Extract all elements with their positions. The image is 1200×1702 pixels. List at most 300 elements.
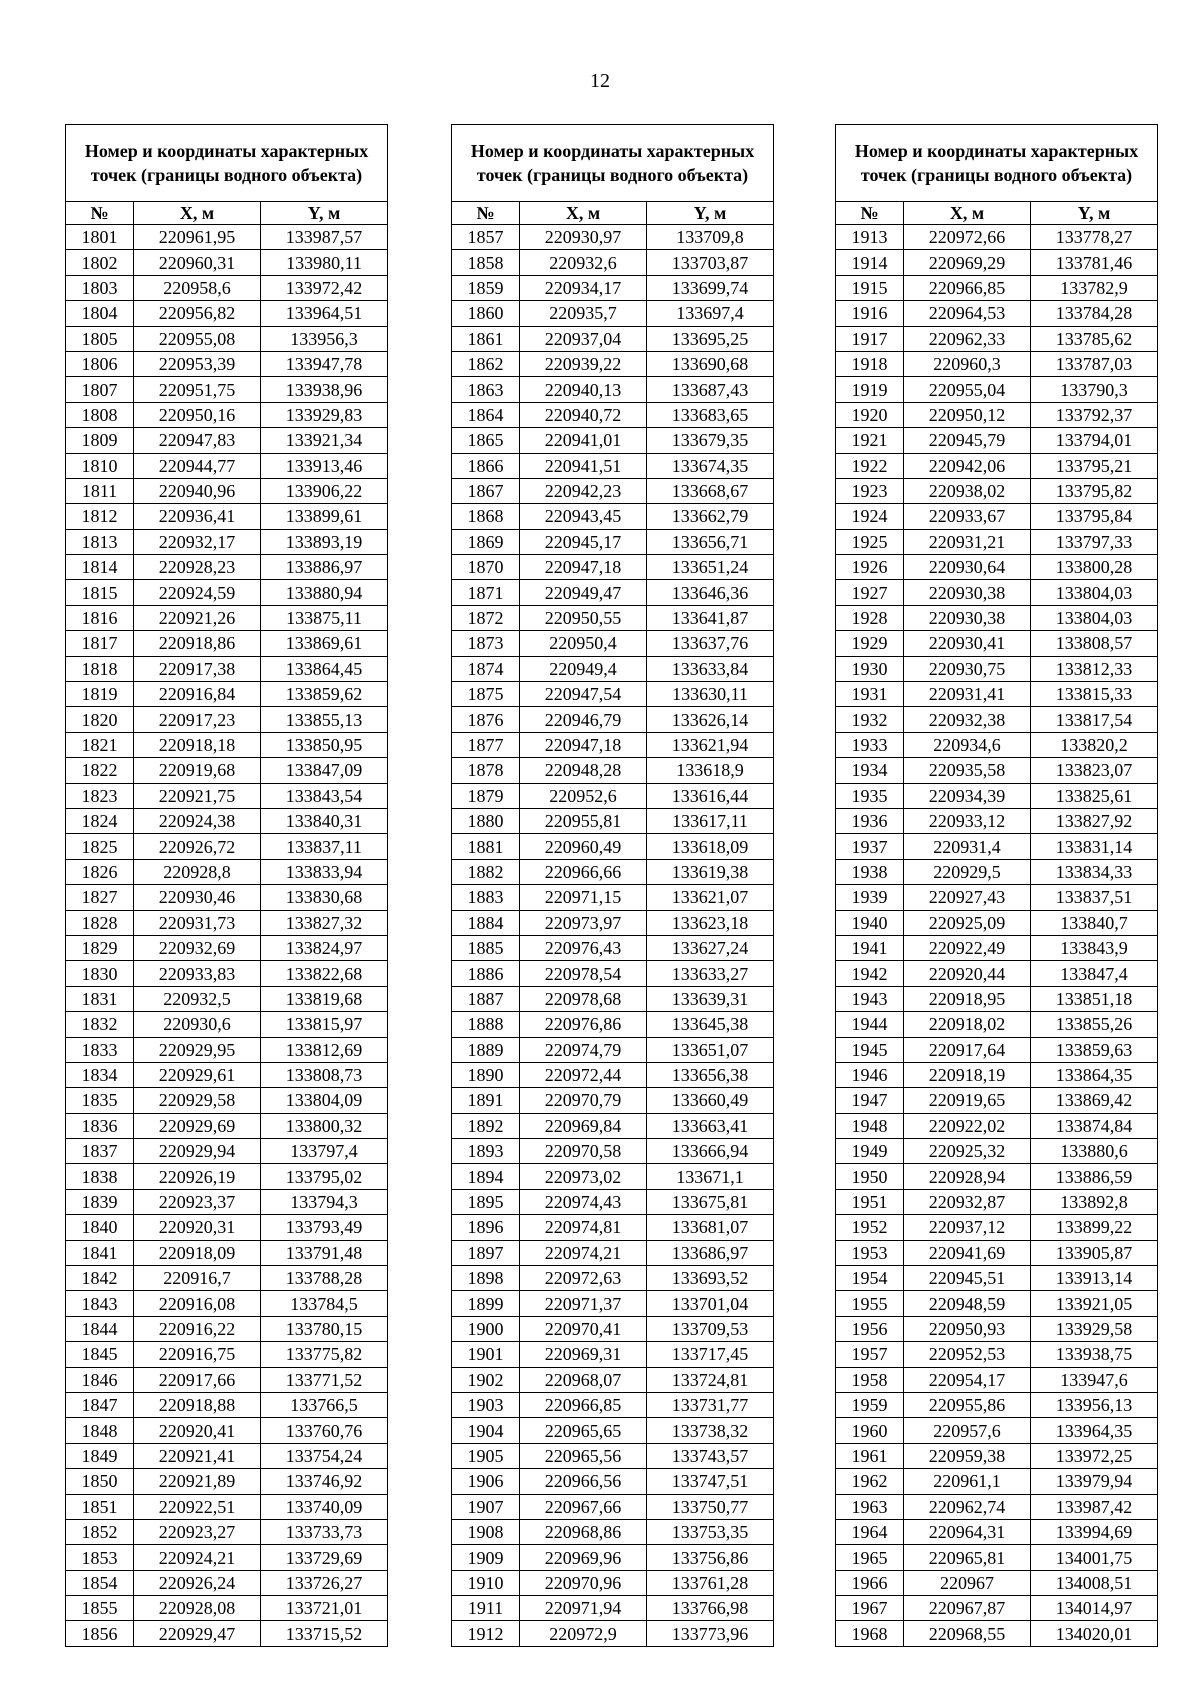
point-number: 1829	[66, 935, 134, 960]
table-row	[836, 1418, 1158, 1443]
y-coordinate: 133834,33	[1031, 859, 1158, 884]
table-row	[836, 808, 1158, 833]
y-coordinate: 133626,14	[647, 707, 774, 732]
point-number: 1864	[452, 402, 520, 427]
x-coordinate: 220947,18	[520, 732, 647, 757]
x-coordinate: 220922,02	[904, 1113, 1031, 1138]
x-coordinate: 220955,81	[520, 808, 647, 833]
y-coordinate: 133851,18	[1031, 986, 1158, 1011]
table-row	[66, 682, 388, 707]
table-row	[66, 859, 388, 884]
y-coordinate: 133695,25	[647, 326, 774, 351]
y-coordinate: 133899,22	[1031, 1215, 1158, 1240]
table-row	[452, 1062, 774, 1087]
x-coordinate: 220920,41	[134, 1418, 261, 1443]
table-row	[452, 783, 774, 808]
x-coordinate: 220969,96	[520, 1545, 647, 1570]
point-number: 1939	[836, 885, 904, 910]
y-coordinate: 133808,57	[1031, 631, 1158, 656]
x-coordinate: 220945,17	[520, 529, 647, 554]
y-coordinate: 133831,14	[1031, 834, 1158, 859]
y-coordinate: 133823,07	[1031, 758, 1158, 783]
y-coordinate: 133729,69	[261, 1545, 388, 1570]
y-coordinate: 133913,14	[1031, 1266, 1158, 1291]
point-number: 1952	[836, 1215, 904, 1240]
y-coordinate: 133703,87	[647, 250, 774, 275]
point-number: 1839	[66, 1189, 134, 1214]
point-number: 1844	[66, 1316, 134, 1341]
point-number: 1865	[452, 428, 520, 453]
point-number: 1845	[66, 1342, 134, 1367]
point-number: 1938	[836, 859, 904, 884]
x-coordinate: 220969,29	[904, 250, 1031, 275]
y-coordinate: 133869,42	[1031, 1088, 1158, 1113]
point-number: 1891	[452, 1088, 520, 1113]
y-coordinate: 133837,51	[1031, 885, 1158, 910]
point-number: 1876	[452, 707, 520, 732]
table-row	[452, 631, 774, 656]
y-coordinate: 133929,83	[261, 402, 388, 427]
point-number: 1886	[452, 961, 520, 986]
x-coordinate: 220966,56	[520, 1469, 647, 1494]
x-coordinate: 220931,4	[904, 834, 1031, 859]
y-coordinate: 133847,4	[1031, 961, 1158, 986]
point-number: 1917	[836, 326, 904, 351]
y-coordinate: 133980,11	[261, 250, 388, 275]
x-coordinate: 220952,6	[520, 783, 647, 808]
point-number: 1908	[452, 1519, 520, 1544]
x-coordinate: 220926,19	[134, 1164, 261, 1189]
x-coordinate: 220965,65	[520, 1418, 647, 1443]
y-coordinate: 133679,35	[647, 428, 774, 453]
table-row	[452, 1621, 774, 1646]
table-row	[836, 1621, 1158, 1646]
point-number: 1803	[66, 275, 134, 300]
table-row	[66, 1443, 388, 1468]
table-row	[452, 707, 774, 732]
x-coordinate: 220926,72	[134, 834, 261, 859]
x-coordinate: 220930,64	[904, 555, 1031, 580]
table-row	[66, 1164, 388, 1189]
x-coordinate: 220933,83	[134, 961, 261, 986]
point-number: 1948	[836, 1113, 904, 1138]
x-coordinate: 220947,54	[520, 682, 647, 707]
x-coordinate: 220973,02	[520, 1164, 647, 1189]
y-coordinate: 133843,54	[261, 783, 388, 808]
y-coordinate: 133794,01	[1031, 428, 1158, 453]
y-coordinate: 133812,33	[1031, 656, 1158, 681]
point-number: 1923	[836, 478, 904, 503]
point-number: 1871	[452, 580, 520, 605]
table-body	[836, 225, 1158, 1647]
y-coordinate: 133864,45	[261, 656, 388, 681]
x-coordinate: 220940,13	[520, 377, 647, 402]
x-coordinate: 220950,12	[904, 402, 1031, 427]
point-number: 1874	[452, 656, 520, 681]
x-coordinate: 220974,81	[520, 1215, 647, 1240]
point-number: 1837	[66, 1139, 134, 1164]
x-coordinate: 220922,49	[904, 935, 1031, 960]
y-coordinate: 133880,6	[1031, 1139, 1158, 1164]
x-coordinate: 220929,95	[134, 1037, 261, 1062]
column-header-number: №	[452, 202, 520, 225]
point-number: 1955	[836, 1291, 904, 1316]
table-row	[836, 707, 1158, 732]
point-number: 1819	[66, 682, 134, 707]
x-coordinate: 220921,26	[134, 605, 261, 630]
y-coordinate: 133994,69	[1031, 1519, 1158, 1544]
x-coordinate: 220961,1	[904, 1469, 1031, 1494]
point-number: 1854	[66, 1570, 134, 1595]
x-coordinate: 220930,75	[904, 656, 1031, 681]
table-row	[66, 605, 388, 630]
x-coordinate: 220970,41	[520, 1316, 647, 1341]
x-coordinate: 220923,27	[134, 1519, 261, 1544]
table-row	[66, 1418, 388, 1443]
y-coordinate: 133646,36	[647, 580, 774, 605]
x-coordinate: 220965,81	[904, 1545, 1031, 1570]
table-row	[452, 1316, 774, 1341]
table-row	[452, 377, 774, 402]
y-coordinate: 133855,13	[261, 707, 388, 732]
table-row	[452, 555, 774, 580]
table-row	[452, 605, 774, 630]
point-number: 1875	[452, 682, 520, 707]
point-number: 1940	[836, 910, 904, 935]
y-coordinate: 133815,33	[1031, 682, 1158, 707]
point-number: 1859	[452, 275, 520, 300]
table-row	[836, 504, 1158, 529]
x-coordinate: 220972,44	[520, 1062, 647, 1087]
x-coordinate: 220962,33	[904, 326, 1031, 351]
table-row	[836, 1519, 1158, 1544]
point-number: 1918	[836, 351, 904, 376]
x-coordinate: 220970,79	[520, 1088, 647, 1113]
point-number: 1811	[66, 478, 134, 503]
y-coordinate: 133875,11	[261, 605, 388, 630]
point-number: 1848	[66, 1418, 134, 1443]
x-coordinate: 220925,09	[904, 910, 1031, 935]
y-coordinate: 133743,57	[647, 1443, 774, 1468]
x-coordinate: 220923,37	[134, 1189, 261, 1214]
table-row	[836, 631, 1158, 656]
point-number: 1890	[452, 1062, 520, 1087]
x-coordinate: 220971,37	[520, 1291, 647, 1316]
y-coordinate: 133674,35	[647, 453, 774, 478]
y-coordinate: 133972,25	[1031, 1443, 1158, 1468]
point-number: 1878	[452, 758, 520, 783]
point-number: 1853	[66, 1545, 134, 1570]
x-coordinate: 220937,12	[904, 1215, 1031, 1240]
point-number: 1954	[836, 1266, 904, 1291]
table-row	[836, 1164, 1158, 1189]
y-coordinate: 133686,97	[647, 1240, 774, 1265]
table-row	[836, 1494, 1158, 1519]
table-row	[836, 250, 1158, 275]
point-number: 1862	[452, 351, 520, 376]
table-row	[452, 1392, 774, 1417]
table-row	[836, 605, 1158, 630]
table-row	[452, 478, 774, 503]
table-row	[66, 885, 388, 910]
column-header-x: X, м	[904, 202, 1031, 225]
y-coordinate: 133833,94	[261, 859, 388, 884]
y-coordinate: 133892,8	[1031, 1189, 1158, 1214]
x-coordinate: 220960,31	[134, 250, 261, 275]
point-number: 1813	[66, 529, 134, 554]
y-coordinate: 133618,09	[647, 834, 774, 859]
y-coordinate: 133812,69	[261, 1037, 388, 1062]
x-coordinate: 220952,53	[904, 1342, 1031, 1367]
point-number: 1880	[452, 808, 520, 833]
y-coordinate: 133750,77	[647, 1494, 774, 1519]
table-row	[452, 301, 774, 326]
table-row	[836, 326, 1158, 351]
table-row	[66, 1189, 388, 1214]
y-coordinate: 133784,5	[261, 1291, 388, 1316]
y-coordinate: 133956,13	[1031, 1392, 1158, 1417]
table-row	[452, 1570, 774, 1595]
point-number: 1846	[66, 1367, 134, 1392]
table-row	[452, 808, 774, 833]
x-coordinate: 220941,51	[520, 453, 647, 478]
table-row	[66, 1215, 388, 1240]
x-coordinate: 220948,28	[520, 758, 647, 783]
table-row	[66, 377, 388, 402]
table-row	[836, 1266, 1158, 1291]
table-row	[66, 453, 388, 478]
point-number: 1909	[452, 1545, 520, 1570]
point-number: 1868	[452, 504, 520, 529]
x-coordinate: 220921,75	[134, 783, 261, 808]
point-number: 1849	[66, 1443, 134, 1468]
x-coordinate: 220955,04	[904, 377, 1031, 402]
x-coordinate: 220925,32	[904, 1139, 1031, 1164]
point-number: 1807	[66, 377, 134, 402]
point-number: 1921	[836, 428, 904, 453]
y-coordinate: 133964,35	[1031, 1418, 1158, 1443]
x-coordinate: 220966,85	[904, 275, 1031, 300]
x-coordinate: 220968,07	[520, 1367, 647, 1392]
x-coordinate: 220928,23	[134, 555, 261, 580]
point-number: 1824	[66, 808, 134, 833]
table-title: Номер и координаты характерных точек (границы водного объекта)	[452, 125, 774, 202]
table-row	[836, 656, 1158, 681]
table-row	[66, 478, 388, 503]
x-coordinate: 220917,66	[134, 1367, 261, 1392]
table-row	[836, 402, 1158, 427]
y-coordinate: 133630,11	[647, 682, 774, 707]
table-row	[836, 1545, 1158, 1570]
y-coordinate: 133687,43	[647, 377, 774, 402]
y-coordinate: 133641,87	[647, 605, 774, 630]
y-coordinate: 133651,24	[647, 555, 774, 580]
x-coordinate: 220935,58	[904, 758, 1031, 783]
x-coordinate: 220974,21	[520, 1240, 647, 1265]
table-row	[452, 453, 774, 478]
page-number: 12	[590, 70, 610, 92]
column-header-number: №	[836, 202, 904, 225]
point-number: 1904	[452, 1418, 520, 1443]
x-coordinate: 220931,21	[904, 529, 1031, 554]
y-coordinate: 133825,61	[1031, 783, 1158, 808]
x-coordinate: 220971,94	[520, 1596, 647, 1621]
y-coordinate: 133617,11	[647, 808, 774, 833]
x-coordinate: 220929,5	[904, 859, 1031, 884]
y-coordinate: 133715,52	[261, 1621, 388, 1646]
point-number: 1867	[452, 478, 520, 503]
x-coordinate: 220960,49	[520, 834, 647, 859]
x-coordinate: 220920,44	[904, 961, 1031, 986]
point-number: 1924	[836, 504, 904, 529]
table-row	[66, 504, 388, 529]
x-coordinate: 220918,88	[134, 1392, 261, 1417]
x-coordinate: 220961,95	[134, 225, 261, 250]
point-number: 1897	[452, 1240, 520, 1265]
x-coordinate: 220919,65	[904, 1088, 1031, 1113]
point-number: 1841	[66, 1240, 134, 1265]
x-coordinate: 220964,53	[904, 301, 1031, 326]
table-row	[66, 1367, 388, 1392]
point-number: 1931	[836, 682, 904, 707]
y-coordinate: 133869,61	[261, 631, 388, 656]
point-number: 1847	[66, 1392, 134, 1417]
y-coordinate: 133797,4	[261, 1139, 388, 1164]
table-row	[452, 656, 774, 681]
y-coordinate: 133864,35	[1031, 1062, 1158, 1087]
table-row	[452, 1164, 774, 1189]
x-coordinate: 220916,22	[134, 1316, 261, 1341]
table-row	[66, 1113, 388, 1138]
x-coordinate: 220932,17	[134, 529, 261, 554]
table-row	[836, 377, 1158, 402]
point-number: 1928	[836, 605, 904, 630]
point-number: 1857	[452, 225, 520, 250]
y-coordinate: 133621,07	[647, 885, 774, 910]
x-coordinate: 220973,97	[520, 910, 647, 935]
point-number: 1877	[452, 732, 520, 757]
y-coordinate: 133639,31	[647, 986, 774, 1011]
x-coordinate: 220916,7	[134, 1266, 261, 1291]
point-number: 1855	[66, 1596, 134, 1621]
y-coordinate: 133947,6	[1031, 1367, 1158, 1392]
table-row	[66, 580, 388, 605]
y-coordinate: 133790,3	[1031, 377, 1158, 402]
point-number: 1914	[836, 250, 904, 275]
point-number: 1963	[836, 1494, 904, 1519]
point-number: 1927	[836, 580, 904, 605]
point-number: 1852	[66, 1519, 134, 1544]
y-coordinate: 133787,03	[1031, 351, 1158, 376]
x-coordinate: 220956,82	[134, 301, 261, 326]
table-row	[836, 1037, 1158, 1062]
x-coordinate: 220938,02	[904, 478, 1031, 503]
x-coordinate: 220978,68	[520, 986, 647, 1011]
y-coordinate: 133627,24	[647, 935, 774, 960]
x-coordinate: 220967	[904, 1570, 1031, 1595]
y-coordinate: 133859,62	[261, 682, 388, 707]
table-row	[836, 428, 1158, 453]
table-row	[452, 428, 774, 453]
table-row	[66, 1621, 388, 1646]
y-coordinate: 133795,84	[1031, 504, 1158, 529]
point-number: 1801	[66, 225, 134, 250]
y-coordinate: 133921,34	[261, 428, 388, 453]
point-number: 1950	[836, 1164, 904, 1189]
x-coordinate: 220968,86	[520, 1519, 647, 1544]
y-coordinate: 133771,52	[261, 1367, 388, 1392]
y-coordinate: 133616,44	[647, 783, 774, 808]
x-coordinate: 220948,59	[904, 1291, 1031, 1316]
point-number: 1937	[836, 834, 904, 859]
y-coordinate: 133699,74	[647, 275, 774, 300]
point-number: 1816	[66, 605, 134, 630]
y-coordinate: 133656,71	[647, 529, 774, 554]
table-row	[452, 1469, 774, 1494]
y-coordinate: 133766,98	[647, 1596, 774, 1621]
table-row	[836, 1139, 1158, 1164]
y-coordinate: 133840,31	[261, 808, 388, 833]
table-row	[66, 758, 388, 783]
table-row	[836, 961, 1158, 986]
y-coordinate: 133820,2	[1031, 732, 1158, 757]
table-row	[452, 529, 774, 554]
point-number: 1821	[66, 732, 134, 757]
x-coordinate: 220966,85	[520, 1392, 647, 1417]
point-number: 1893	[452, 1139, 520, 1164]
table-row	[66, 225, 388, 250]
y-coordinate: 133785,62	[1031, 326, 1158, 351]
table-row	[452, 885, 774, 910]
x-coordinate: 220967,87	[904, 1596, 1031, 1621]
x-coordinate: 220918,19	[904, 1062, 1031, 1087]
y-coordinate: 133633,27	[647, 961, 774, 986]
x-coordinate: 220964,31	[904, 1519, 1031, 1544]
y-coordinate: 133906,22	[261, 478, 388, 503]
x-coordinate: 220943,45	[520, 504, 647, 529]
point-number: 1833	[66, 1037, 134, 1062]
point-number: 1967	[836, 1596, 904, 1621]
table-row	[836, 1392, 1158, 1417]
x-coordinate: 220927,43	[904, 885, 1031, 910]
y-coordinate: 133793,49	[261, 1215, 388, 1240]
y-coordinate: 133690,68	[647, 351, 774, 376]
table-title: Номер и координаты характерных точек (границы водного объекта)	[66, 125, 388, 202]
point-number: 1889	[452, 1037, 520, 1062]
table-row	[452, 1418, 774, 1443]
y-coordinate: 133859,63	[1031, 1037, 1158, 1062]
point-number: 1822	[66, 758, 134, 783]
point-number: 1838	[66, 1164, 134, 1189]
point-number: 1959	[836, 1392, 904, 1417]
table-row	[452, 275, 774, 300]
table-row	[66, 1088, 388, 1113]
table-row	[836, 682, 1158, 707]
x-coordinate: 220930,41	[904, 631, 1031, 656]
x-coordinate: 220930,46	[134, 885, 261, 910]
y-coordinate: 133778,27	[1031, 225, 1158, 250]
table-row	[836, 1316, 1158, 1341]
y-coordinate: 133822,68	[261, 961, 388, 986]
point-number: 1933	[836, 732, 904, 757]
x-coordinate: 220939,22	[520, 351, 647, 376]
x-coordinate: 220962,74	[904, 1494, 1031, 1519]
x-coordinate: 220966,66	[520, 859, 647, 884]
x-coordinate: 220918,86	[134, 631, 261, 656]
x-coordinate: 220950,55	[520, 605, 647, 630]
table-title: Номер и координаты характерных точек (границы водного объекта)	[836, 125, 1158, 202]
table-row	[836, 1189, 1158, 1214]
